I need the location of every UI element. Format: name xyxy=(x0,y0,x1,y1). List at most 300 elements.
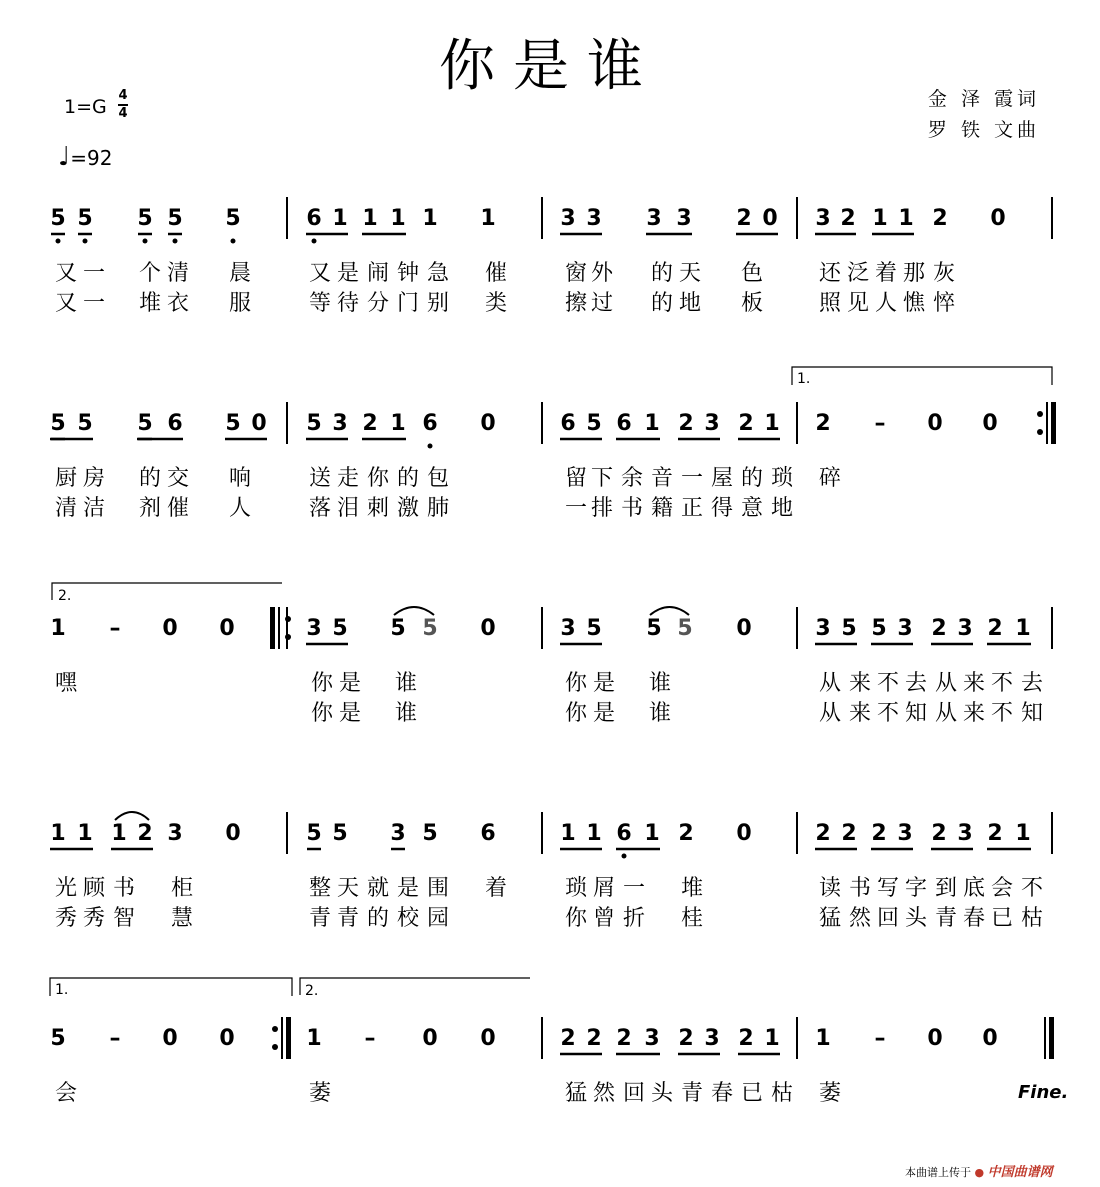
note: 1 xyxy=(764,1026,780,1051)
note: 1 xyxy=(332,206,348,231)
note: 6 xyxy=(306,206,322,231)
note: 0 xyxy=(927,1026,943,1051)
note: 2 xyxy=(616,1026,632,1051)
lyric-verse2: 过 xyxy=(590,291,614,316)
note: 1 xyxy=(362,206,378,231)
note: 1 xyxy=(306,1026,322,1051)
lyric-verse1: 琐 xyxy=(564,876,588,901)
lyric-verse1: 书 xyxy=(848,876,872,901)
lyric-verse2: 刺 xyxy=(366,496,390,521)
note: 1 xyxy=(77,821,93,846)
lyric-verse2: 人 xyxy=(228,496,252,521)
footer-site-name: 中国曲谱网 xyxy=(987,1165,1053,1180)
lyric-verse2: 来 xyxy=(962,701,986,726)
lyric-verse1: 猛 xyxy=(564,1081,588,1106)
lyric-verse1: 从 xyxy=(934,671,958,696)
note: 3 xyxy=(897,616,913,641)
note: 1 xyxy=(560,821,576,846)
lyric-verse1: 厨 xyxy=(54,466,78,491)
note: 0 xyxy=(422,1026,438,1051)
lyric-verse1: 包 xyxy=(426,466,450,491)
note: 3 xyxy=(957,821,973,846)
note: 5 xyxy=(422,821,438,846)
note: 0 xyxy=(762,206,778,231)
lyric-verse1: 一 xyxy=(680,466,704,491)
lyric-verse2: 地 xyxy=(678,291,702,316)
note: 3 xyxy=(560,206,576,231)
lyric-verse1: 书 xyxy=(112,876,136,901)
note: 6 xyxy=(422,411,438,436)
note: 5 xyxy=(677,616,693,641)
note: 2 xyxy=(840,206,856,231)
lyricist-credit: 金 泽 霞词 xyxy=(927,88,1040,110)
note: 1 xyxy=(390,206,406,231)
note: 2 xyxy=(841,821,857,846)
lyric-verse1: 萎 xyxy=(308,1081,332,1106)
lyric-verse1: 一 xyxy=(82,261,106,286)
note: – xyxy=(364,1026,376,1051)
note: 2 xyxy=(931,616,947,641)
fine-marking: Fine. xyxy=(1018,1082,1069,1103)
lyric-verse1: 春 xyxy=(710,1081,734,1106)
note: 1 xyxy=(111,821,127,846)
lyric-verse2: 一 xyxy=(82,291,106,316)
lyric-verse1: 急 xyxy=(426,261,450,286)
octave-dot xyxy=(143,239,148,244)
lyric-verse1: 你 xyxy=(564,671,588,696)
note: 2 xyxy=(736,206,752,231)
note: 5 xyxy=(332,821,348,846)
note: 2 xyxy=(871,821,887,846)
note: 5 xyxy=(137,411,153,436)
note: 1 xyxy=(644,411,660,436)
lyric-verse2: 得 xyxy=(710,496,734,521)
tie-arc xyxy=(394,607,434,615)
lyric-verse2: 然 xyxy=(848,906,872,931)
lyric-verse2: 回 xyxy=(876,906,900,931)
note: 2 xyxy=(738,411,754,436)
note: 5 xyxy=(841,616,857,641)
note: – xyxy=(874,411,886,436)
lyric-verse2: 园 xyxy=(426,906,450,931)
lyric-verse2: 排 xyxy=(590,496,614,521)
lyric-verse2: 地 xyxy=(770,496,794,521)
note: 5 xyxy=(390,616,406,641)
lyric-verse2: 等 xyxy=(308,291,332,316)
note: 2 xyxy=(987,616,1003,641)
lyric-verse1: 到 xyxy=(934,876,958,901)
note: 5 xyxy=(225,411,241,436)
lyric-verse1: 去 xyxy=(904,671,928,696)
note: 3 xyxy=(560,616,576,641)
note: 3 xyxy=(332,411,348,436)
note: 1 xyxy=(422,206,438,231)
lyric-verse2: 秀 xyxy=(82,906,106,931)
note: 5 xyxy=(77,411,93,436)
site-logo-icon: ● xyxy=(974,1166,985,1179)
lyric-verse1: 下 xyxy=(590,466,614,491)
lyric-verse1: 头 xyxy=(650,1081,674,1106)
lyric-verse1: 天 xyxy=(678,261,702,286)
lyric-verse2: 从 xyxy=(818,701,842,726)
final-bar-thick xyxy=(1049,1017,1054,1059)
note: 2 xyxy=(678,411,694,436)
lyric-verse1: 那 xyxy=(902,261,926,286)
note: – xyxy=(874,1026,886,1051)
lyric-verse1: 清 xyxy=(166,261,190,286)
note: 2 xyxy=(678,821,694,846)
lyric-verse1: 不 xyxy=(1020,876,1044,901)
repeat-dot xyxy=(1037,411,1043,417)
lyric-verse2: 谁 xyxy=(648,701,672,726)
lyric-verse2: 的 xyxy=(650,291,674,316)
lyric-verse1: 来 xyxy=(962,671,986,696)
note: 0 xyxy=(162,616,178,641)
lyric-verse2: 是 xyxy=(592,701,616,726)
lyric-verse2: 籍 xyxy=(650,496,674,521)
final-bar-thick xyxy=(270,607,275,649)
note: 5 xyxy=(306,411,322,436)
lyric-verse2: 催 xyxy=(166,496,190,521)
lyric-verse1: 屋 xyxy=(710,466,734,491)
lyric-verse2: 清 xyxy=(54,496,78,521)
note: 1 xyxy=(898,206,914,231)
lyric-verse2: 悴 xyxy=(932,291,956,316)
note: 1 xyxy=(1015,821,1031,846)
lyric-verse1: 已 xyxy=(740,1081,764,1106)
lyric-verse2: 书 xyxy=(620,496,644,521)
note: 5 xyxy=(77,206,93,231)
note: 5 xyxy=(422,616,438,641)
lyric-verse1: 还 xyxy=(818,261,842,286)
note: 5 xyxy=(586,616,602,641)
lyric-verse1: 灰 xyxy=(932,261,956,286)
lyric-verse1: 枯 xyxy=(770,1081,794,1106)
lyric-verse2: 人 xyxy=(874,291,898,316)
lyric-verse2: 又 xyxy=(54,291,78,316)
note: 0 xyxy=(219,616,235,641)
lyric-verse2: 青 xyxy=(934,906,958,931)
repeat-dot xyxy=(285,616,291,622)
lyric-verse2: 知 xyxy=(1020,701,1044,726)
note: 3 xyxy=(815,616,831,641)
note: 1 xyxy=(644,821,660,846)
lyric-verse2: 是 xyxy=(338,701,362,726)
lyric-verse1: 留 xyxy=(564,466,588,491)
lyric-verse1: 会 xyxy=(54,1081,78,1106)
octave-dot xyxy=(56,239,61,244)
note: 5 xyxy=(167,206,183,231)
note: 5 xyxy=(50,411,66,436)
note: 0 xyxy=(480,411,496,436)
lyric-verse2: 知 xyxy=(904,701,928,726)
note: 3 xyxy=(306,616,322,641)
octave-dot xyxy=(231,239,236,244)
lyric-verse1: 色 xyxy=(740,261,764,286)
note: 5 xyxy=(50,206,66,231)
time-signature-top: 4 xyxy=(118,88,128,103)
volta-label: 1. xyxy=(797,371,811,387)
note: 2 xyxy=(586,1026,602,1051)
note: 3 xyxy=(704,411,720,436)
octave-dot xyxy=(312,239,317,244)
lyric-verse1: 整 xyxy=(308,876,332,901)
lyric-verse1: 房 xyxy=(82,466,106,491)
repeat-dot xyxy=(285,634,291,640)
note: 0 xyxy=(990,206,1006,231)
note: 2 xyxy=(137,821,153,846)
note: 6 xyxy=(616,821,632,846)
note: 0 xyxy=(251,411,267,436)
lyric-verse1: 窗 xyxy=(564,261,588,286)
lyric-verse2: 擦 xyxy=(564,291,588,316)
lyric-verse1: 晨 xyxy=(228,261,252,286)
lyric-verse2: 门 xyxy=(396,291,420,316)
lyric-verse1: 响 xyxy=(228,466,252,491)
note: 3 xyxy=(704,1026,720,1051)
note: 3 xyxy=(167,821,183,846)
lyric-verse2: 你 xyxy=(310,701,334,726)
lyric-verse2: 正 xyxy=(680,496,704,521)
lyric-verse2: 桂 xyxy=(680,906,704,931)
volta-bracket xyxy=(52,583,282,600)
lyric-verse2: 你 xyxy=(564,701,588,726)
lyric-verse2: 不 xyxy=(990,701,1014,726)
note: 0 xyxy=(225,821,241,846)
note: 1 xyxy=(764,411,780,436)
lyric-verse1: 柜 xyxy=(170,876,194,901)
lyric-verse2: 不 xyxy=(876,701,900,726)
lyric-verse2: 洁 xyxy=(82,496,106,521)
octave-dot xyxy=(622,854,627,859)
lyric-verse1: 然 xyxy=(592,1081,616,1106)
note: 5 xyxy=(306,821,322,846)
octave-dot xyxy=(428,444,433,449)
lyric-verse2: 意 xyxy=(740,496,764,521)
lyric-verse1: 不 xyxy=(876,671,900,696)
lyric-verse1: 是 xyxy=(338,671,362,696)
note: 5 xyxy=(871,616,887,641)
lyric-verse1: 谁 xyxy=(394,671,418,696)
note: 5 xyxy=(50,1026,66,1051)
lyric-verse1: 闹 xyxy=(366,261,390,286)
footer-upload-text: 本曲谱上传于 xyxy=(905,1166,971,1179)
lyric-verse2: 的 xyxy=(366,906,390,931)
lyric-verse1: 嘿 xyxy=(54,671,78,696)
lyric-verse1: 不 xyxy=(990,671,1014,696)
lyric-verse1: 着 xyxy=(484,876,508,901)
lyric-verse1: 音 xyxy=(650,466,674,491)
note: 1 xyxy=(586,821,602,846)
lyric-verse1: 就 xyxy=(366,876,390,901)
note: 1 xyxy=(872,206,888,231)
lyric-verse1: 天 xyxy=(336,876,360,901)
note: 2 xyxy=(560,1026,576,1051)
lyric-verse1: 一 xyxy=(622,876,646,901)
volta-bracket xyxy=(50,978,292,996)
note: 2 xyxy=(987,821,1003,846)
lyric-verse1: 围 xyxy=(426,876,450,901)
lyric-verse2: 你 xyxy=(564,906,588,931)
lyric-verse1: 从 xyxy=(818,671,842,696)
lyric-verse1: 送 xyxy=(308,466,332,491)
lyric-verse2: 青 xyxy=(308,906,332,931)
lyric-verse1: 催 xyxy=(484,261,508,286)
lyric-verse2: 从 xyxy=(934,701,958,726)
note: 0 xyxy=(982,1026,998,1051)
note: 5 xyxy=(586,411,602,436)
lyric-verse1: 来 xyxy=(848,671,872,696)
note: 3 xyxy=(646,206,662,231)
note: 3 xyxy=(897,821,913,846)
lyric-verse1: 你 xyxy=(366,466,390,491)
lyric-verse2: 枯 xyxy=(1020,906,1044,931)
lyric-verse1: 琐 xyxy=(770,466,794,491)
lyric-verse1: 屑 xyxy=(592,876,616,901)
lyric-verse2: 智 xyxy=(112,906,136,931)
octave-dot xyxy=(173,239,178,244)
lyric-verse2: 曾 xyxy=(592,906,616,931)
lyric-verse2: 待 xyxy=(336,291,360,316)
note: 2 xyxy=(678,1026,694,1051)
lyric-verse2: 秀 xyxy=(54,906,78,931)
lyric-verse1: 萎 xyxy=(818,1081,842,1106)
lyric-verse1: 的 xyxy=(740,466,764,491)
lyric-verse2: 堆 xyxy=(138,291,162,316)
repeat-dot xyxy=(272,1044,278,1050)
lyric-verse1: 谁 xyxy=(648,671,672,696)
lyric-verse1: 走 xyxy=(336,466,360,491)
lyric-verse2: 谁 xyxy=(394,701,418,726)
lyric-verse1: 写 xyxy=(876,876,900,901)
lyric-verse2: 照 xyxy=(818,291,842,316)
volta-label: 1. xyxy=(55,982,69,998)
key-signature: 1=G xyxy=(64,96,107,118)
lyric-verse1: 外 xyxy=(590,261,614,286)
note: 3 xyxy=(644,1026,660,1051)
volta-bracket xyxy=(300,978,530,995)
note: 1 xyxy=(480,206,496,231)
note: 3 xyxy=(815,206,831,231)
lyric-verse2: 憔 xyxy=(902,291,926,316)
final-bar-thick xyxy=(286,1017,291,1059)
lyric-verse1: 钟 xyxy=(396,261,420,286)
note: – xyxy=(109,616,121,641)
note: 1 xyxy=(50,616,66,641)
note: 3 xyxy=(957,616,973,641)
lyric-verse2: 折 xyxy=(622,906,646,931)
note: 6 xyxy=(167,411,183,436)
time-signature-bottom: 4 xyxy=(118,106,128,121)
tempo-value: =92 xyxy=(70,146,113,170)
lyric-verse2: 已 xyxy=(990,906,1014,931)
lyric-verse2: 激 xyxy=(396,496,420,521)
lyric-verse2: 慧 xyxy=(170,906,194,931)
lyric-verse2: 别 xyxy=(426,291,450,316)
note: 0 xyxy=(162,1026,178,1051)
lyric-verse2: 落 xyxy=(308,496,332,521)
lyric-verse1: 着 xyxy=(874,261,898,286)
lyric-verse2: 见 xyxy=(846,291,870,316)
note: 1 xyxy=(50,821,66,846)
note: 6 xyxy=(560,411,576,436)
note: 0 xyxy=(927,411,943,436)
lyric-verse2: 板 xyxy=(740,291,764,316)
lyric-verse2: 猛 xyxy=(818,906,842,931)
composer-credit: 罗 铁 文曲 xyxy=(927,119,1040,141)
note: 1 xyxy=(815,1026,831,1051)
repeat-dot xyxy=(1037,429,1043,435)
volta-label: 2. xyxy=(58,588,72,604)
lyric-verse1: 是 xyxy=(592,671,616,696)
note: 0 xyxy=(736,821,752,846)
lyric-verse1: 个 xyxy=(138,261,162,286)
lyric-verse2: 校 xyxy=(396,906,420,931)
lyric-verse2: 来 xyxy=(848,701,872,726)
lyric-verse1: 堆 xyxy=(680,876,704,901)
lyric-verse1: 顾 xyxy=(82,876,106,901)
note: 5 xyxy=(225,206,241,231)
note: 0 xyxy=(982,411,998,436)
volta-label: 2. xyxy=(305,983,319,999)
lyric-verse2: 头 xyxy=(904,906,928,931)
lyric-verse1: 光 xyxy=(54,876,78,901)
lyric-verse1: 的 xyxy=(650,261,674,286)
note: 5 xyxy=(137,206,153,231)
song-title: 你是谁 xyxy=(439,34,661,99)
note: 1 xyxy=(390,411,406,436)
note: – xyxy=(109,1026,121,1051)
lyric-verse1: 的 xyxy=(396,466,420,491)
lyric-verse1: 青 xyxy=(680,1081,704,1106)
lyric-verse1: 余 xyxy=(620,466,644,491)
lyric-verse2: 服 xyxy=(228,291,252,316)
lyric-verse2: 一 xyxy=(564,496,588,521)
lyric-verse1: 你 xyxy=(310,671,334,696)
note: 2 xyxy=(931,821,947,846)
lyric-verse1: 回 xyxy=(622,1081,646,1106)
lyric-verse1: 底 xyxy=(962,876,986,901)
lyric-verse1: 是 xyxy=(396,876,420,901)
note: 1 xyxy=(1015,616,1031,641)
lyric-verse1: 读 xyxy=(818,876,842,901)
note: 6 xyxy=(480,821,496,846)
tie-arc xyxy=(650,607,689,615)
note: 3 xyxy=(390,821,406,846)
lyric-verse2: 青 xyxy=(336,906,360,931)
note: 2 xyxy=(815,821,831,846)
note: 0 xyxy=(480,1026,496,1051)
note: 2 xyxy=(815,411,831,436)
note: 3 xyxy=(676,206,692,231)
lyric-verse1: 交 xyxy=(166,466,190,491)
repeat-dot xyxy=(272,1026,278,1032)
note: 3 xyxy=(586,206,602,231)
lyric-verse1: 又 xyxy=(54,261,78,286)
lyric-verse2: 肺 xyxy=(426,496,450,521)
tie-arc xyxy=(115,812,149,820)
lyric-verse1: 泛 xyxy=(846,261,870,286)
note: 0 xyxy=(219,1026,235,1051)
lyric-verse2: 春 xyxy=(962,906,986,931)
lyric-verse1: 又 xyxy=(308,261,332,286)
note: 5 xyxy=(646,616,662,641)
note: 5 xyxy=(332,616,348,641)
octave-dot xyxy=(83,239,88,244)
lyric-verse1: 去 xyxy=(1020,671,1044,696)
lyric-verse2: 泪 xyxy=(336,496,360,521)
note: 2 xyxy=(738,1026,754,1051)
